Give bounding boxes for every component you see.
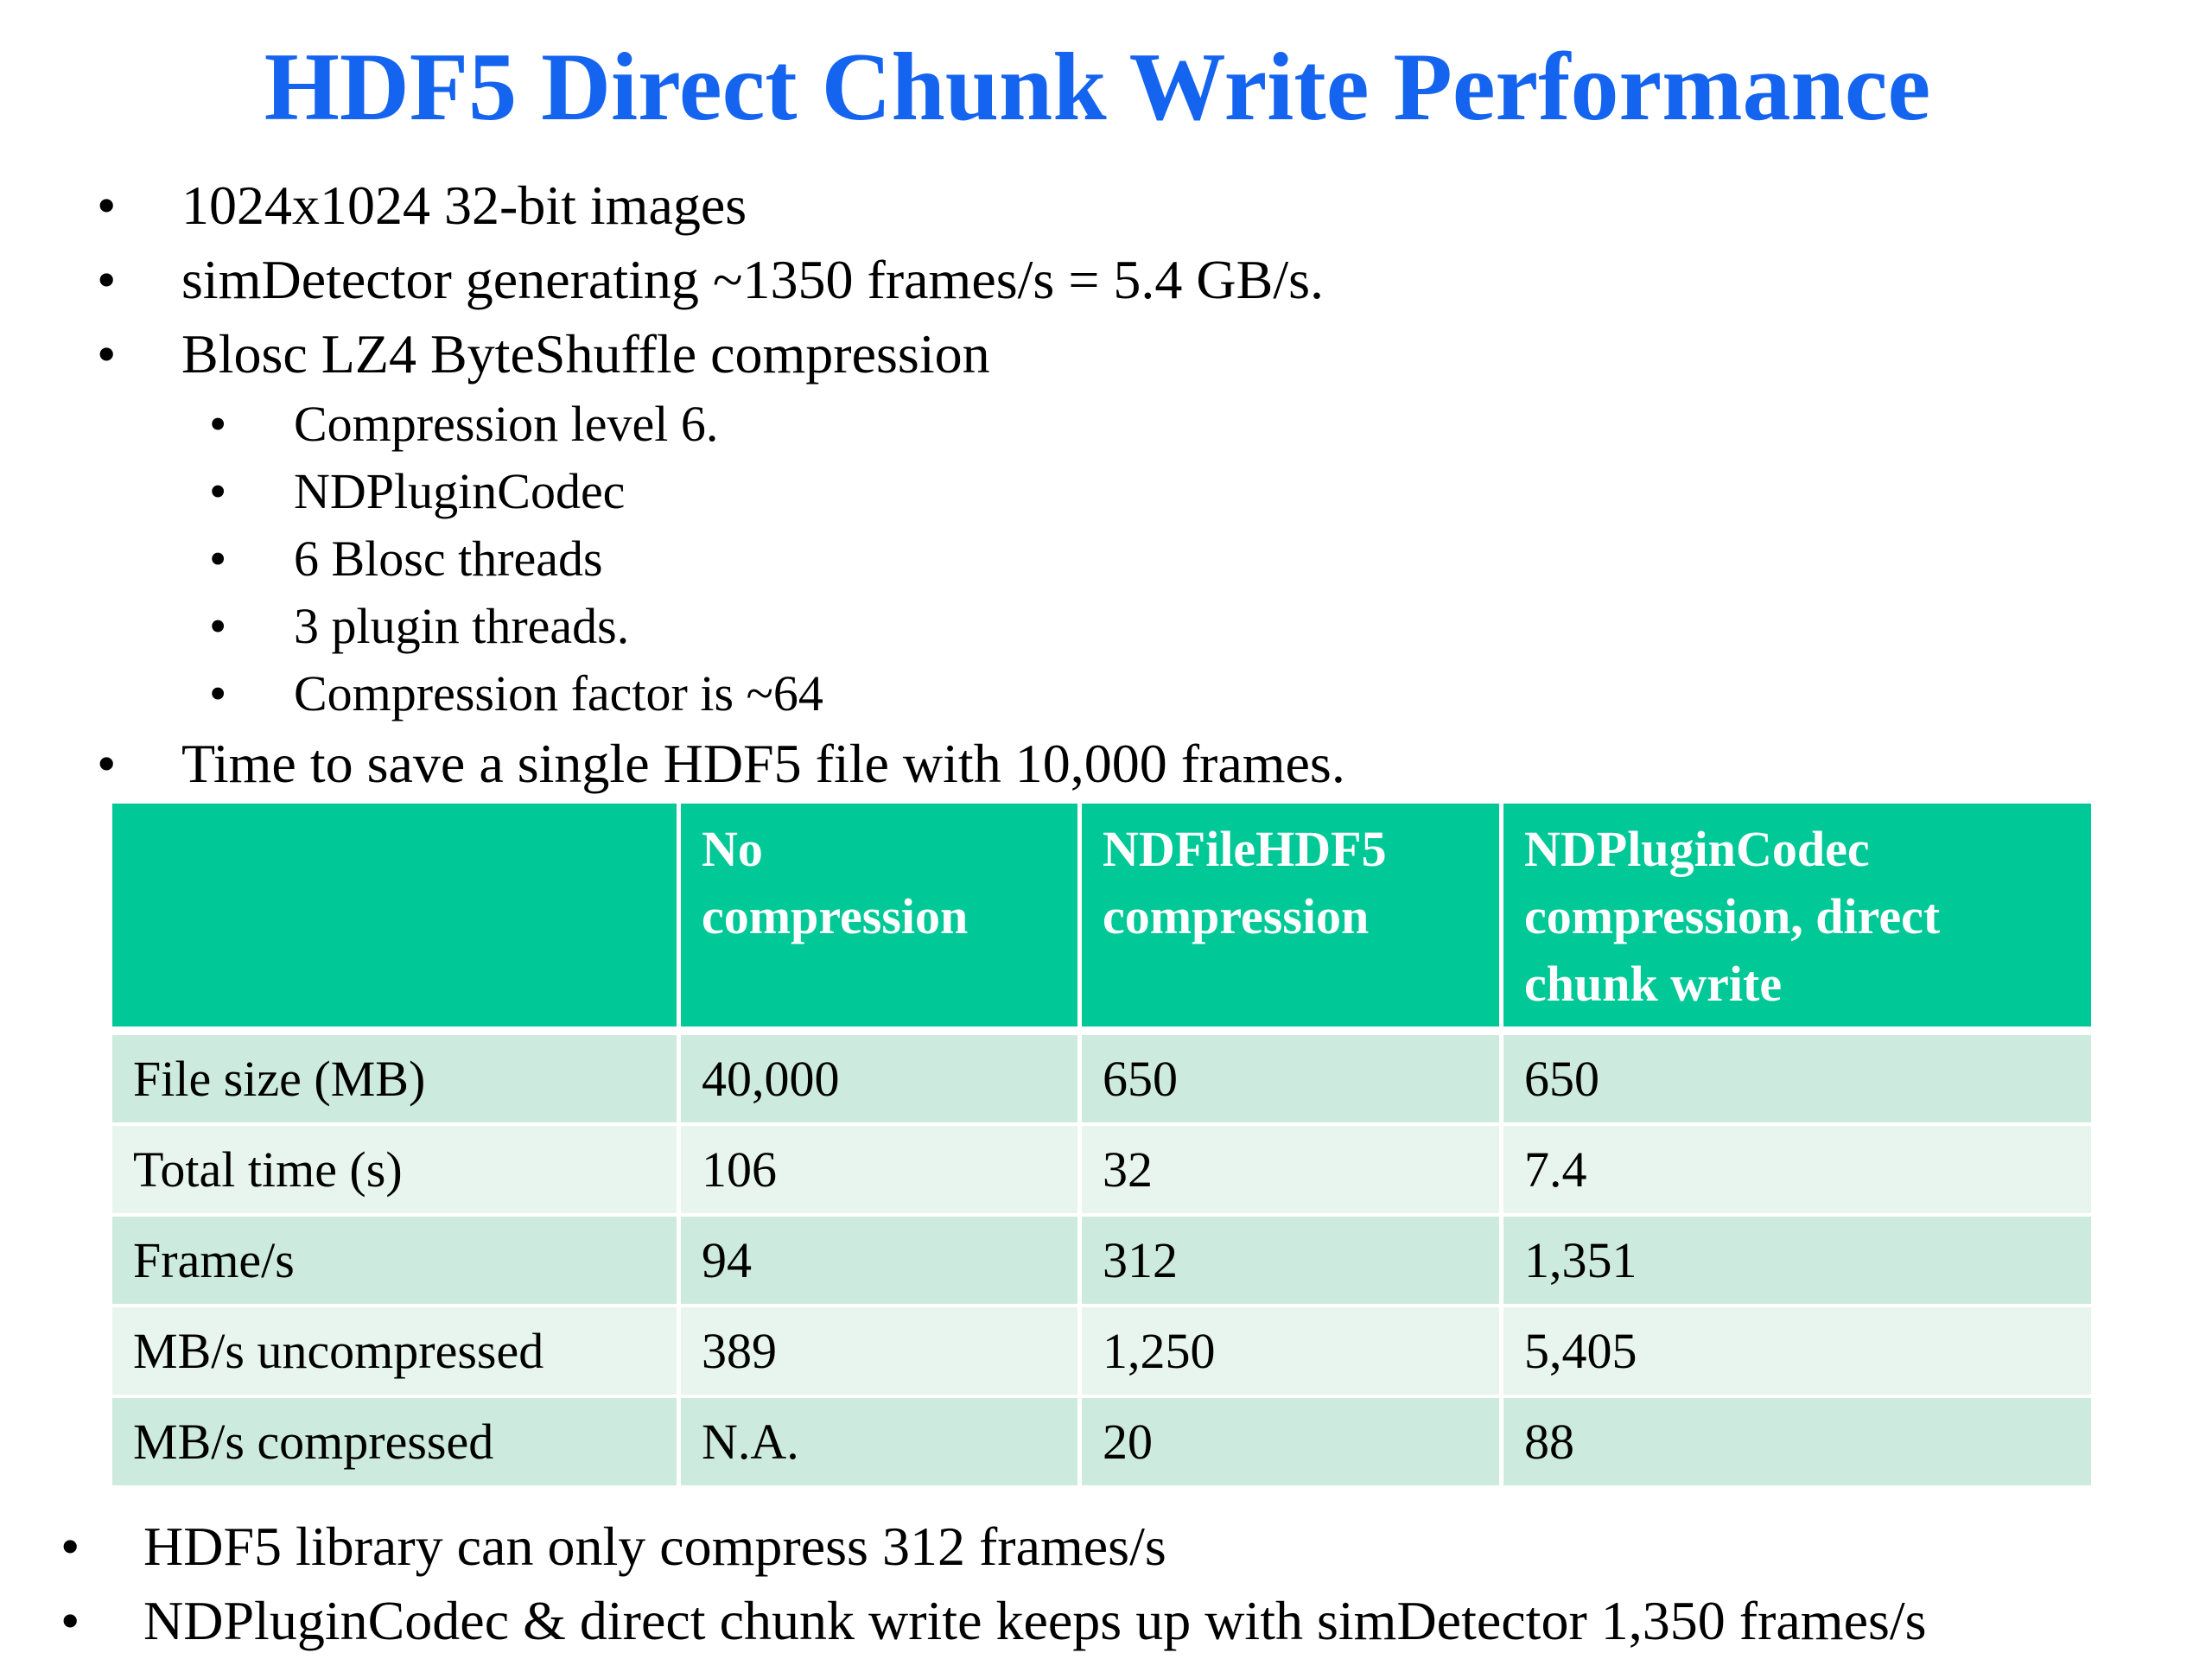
header-line: compression (1103, 888, 1370, 944)
header-cell-empty (112, 804, 681, 1035)
bullet-dot: • (60, 1590, 80, 1651)
slide-title: HDF5 Direct Chunk Write Performance (264, 34, 1931, 141)
row-label: Total time (s) (112, 1126, 681, 1217)
table-row (112, 1307, 2091, 1398)
bullet-dot: • (97, 733, 117, 794)
bullet-dot: • (209, 463, 227, 519)
header-line: compression (702, 888, 969, 944)
header-cell-ndfilehdf5 (1082, 804, 1503, 1035)
bullet-text: 3 plugin threads. (294, 598, 630, 654)
bullet-text: HDF5 library can only compress 312 frames/s (143, 1516, 1166, 1577)
bullet-text: NDPluginCodec & direct chunk write keeps up with simDetector 1,350 frames/s (143, 1590, 1927, 1651)
table-cell: 94 (681, 1217, 1082, 1307)
table-cell: 32 (1082, 1126, 1503, 1217)
bullet-text: Time to save a single HDF5 file with 10,000 frames. (181, 733, 1345, 794)
bullet-dot: • (97, 249, 117, 310)
bullet-dot: • (209, 396, 227, 452)
header-line: chunk write (1524, 956, 1783, 1012)
table-row (112, 1126, 2091, 1217)
bullet-dot: • (60, 1516, 80, 1577)
row-label: MB/s compressed (112, 1398, 681, 1489)
table-row (112, 1035, 2091, 1126)
table-row (112, 1398, 2091, 1489)
bullet-text: Blosc LZ4 ByteShuffle compression (181, 323, 990, 385)
header-cell-no-compression (681, 804, 1082, 1035)
header-line: NDFileHDF5 (1103, 821, 1387, 877)
table-cell: 7.4 (1503, 1126, 2091, 1217)
table-cell: 650 (1503, 1035, 2091, 1126)
table-cell: 88 (1503, 1398, 2091, 1489)
table-cell: 20 (1082, 1398, 1503, 1489)
bullet-text: simDetector generating ~1350 frames/s = 5.4 GB/s. (181, 249, 1324, 310)
table-header-row (112, 804, 2091, 1035)
table-cell: 312 (1082, 1217, 1503, 1307)
performance-table (112, 804, 2091, 1489)
table-cell: 106 (681, 1126, 1082, 1217)
row-label: File size (MB) (112, 1035, 681, 1126)
row-label: Frame/s (112, 1217, 681, 1307)
bullet-text: Compression level 6. (294, 396, 719, 452)
bullet-text: 6 Blosc threads (294, 531, 603, 587)
header-line: compression, direct (1524, 888, 1941, 944)
table-cell: N.A. (681, 1398, 1082, 1489)
table-cell: 1,351 (1503, 1217, 2091, 1307)
table-cell: 650 (1082, 1035, 1503, 1126)
bullet-text: Compression factor is ~64 (294, 665, 823, 721)
table-cell: 1,250 (1082, 1307, 1503, 1398)
bullet-dot: • (209, 531, 227, 587)
header-line: NDPluginCodec (1524, 821, 1870, 877)
header-line: No (702, 821, 763, 877)
bullet-dot: • (209, 598, 227, 654)
bullet-dot: • (97, 323, 117, 385)
bullet-text: NDPluginCodec (294, 463, 626, 519)
table-row (112, 1217, 2091, 1307)
row-label: MB/s uncompressed (112, 1307, 681, 1398)
table-cell: 389 (681, 1307, 1082, 1398)
bullet-text: 1024x1024 32-bit images (181, 175, 747, 236)
table-cell: 40,000 (681, 1035, 1082, 1126)
table-cell: 5,405 (1503, 1307, 2091, 1398)
bullet-dot: • (97, 175, 117, 236)
bullet-dot: • (209, 665, 227, 721)
header-cell-ndplugincodec (1503, 804, 2091, 1035)
